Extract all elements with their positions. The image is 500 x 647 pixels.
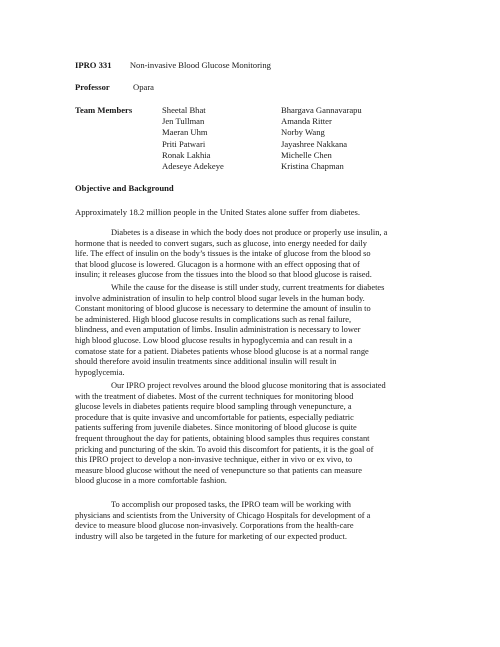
- team-member: Sheetal Bhat: [162, 105, 206, 115]
- paragraph-line: frequent throughout the day for patients, obtaining blood samples thus requires constant: [75, 433, 370, 443]
- paragraph-line: hypoglycemia.: [75, 367, 125, 377]
- team-member: Jayashree Nakkana: [281, 138, 348, 149]
- paragraph-line: procedure that is quite invasive and uncomfortable for patients, especially pediatric: [75, 412, 354, 422]
- paragraph-line: While the cause for the disease is still under study, current treatments for diabetes: [111, 283, 385, 292]
- paragraph-line: high blood glucose. Low blood glucose results in hypoglycemia and can result in a: [75, 335, 353, 345]
- paragraph-line: comatose state for a patient. Diabetes patients whose blood glucose is at a normal range: [75, 346, 369, 356]
- paragraph-line: Our IPRO project revolves around the blood glucose monitoring that is associated: [111, 381, 386, 390]
- team-member: Jen Tullman: [162, 116, 205, 127]
- paragraph-line: insulin; it releases glucose from the tissues into the blood so that blood glucose is raised.: [75, 270, 372, 280]
- paragraph-line: be administered. High blood glucose results in complications such as renal failure,: [75, 314, 352, 324]
- course-code: IPRO 331: [75, 60, 112, 70]
- paragraph-line: glucose levels in diabetes patients require blood sampling through venepuncture, a: [75, 402, 352, 412]
- team-column-1: [162, 105, 224, 172]
- paragraph-line: pricking and puncturing of the skin. To avoid this discomfort for patients, it is the goal of: [75, 444, 374, 454]
- paragraph-3: [75, 381, 411, 487]
- team-member: Michelle Chen: [281, 149, 332, 160]
- team-member: Adeseye Adekeye: [162, 161, 224, 172]
- paragraph-line: measure blood glucose without the need of venepuncture so that patients can measure: [75, 465, 362, 475]
- team-column-2: [281, 105, 362, 172]
- paragraph-line: this IPRO project to develop a non-invasive technique, either in vivo or ex vivo, to: [75, 455, 353, 465]
- professor-label: Professor: [75, 82, 110, 92]
- paragraph-line: physicians and scientists from the University of Chicago Hospitals for development of a: [75, 510, 371, 520]
- paragraph-line: industry will also be targeted in the future for marketing of our expected product.: [75, 531, 347, 541]
- professor-name: Opara: [133, 82, 154, 92]
- paragraph-line: life. The effect of insulin on the body’s tissues is the intake of glucose from the blood so: [75, 249, 371, 259]
- paragraph-line: To accomplish our proposed tasks, the IPRO team will be working with: [111, 500, 351, 509]
- paragraph-line: blood glucose in a more comfortable fashion.: [75, 476, 227, 486]
- team-member: Maeran Uhm: [162, 127, 208, 138]
- course-line: [75, 60, 271, 71]
- paragraph-line: hormone that is needed to convert sugars, such as glucose, into energy needed for daily: [75, 238, 367, 248]
- project-title: Non-invasive Blood Glucose Monitoring: [129, 60, 271, 70]
- paragraph-1: [75, 228, 411, 281]
- paragraph-line: Constant monitoring of blood glucose is necessary to determine the amount of insulin to: [75, 304, 371, 314]
- team-member: Norby Wang: [281, 127, 325, 138]
- paragraph-line: with the treatment of diabetes. Most of the current techniques for monitoring blood: [75, 391, 354, 401]
- paragraph-line: device to measure blood glucose non-invasively. Corporations from the health-care: [75, 521, 354, 531]
- team-member: Priti Patwari: [162, 138, 206, 149]
- team-member: Amanda Ritter: [281, 116, 332, 127]
- team-member: Bhargava Gannavarapu: [281, 105, 362, 115]
- team-member: Kristina Chapman: [281, 161, 344, 172]
- paragraph-line: that blood glucose is lowered. Glucagon is a hormone with an effect opposing that of: [75, 259, 360, 269]
- section-heading: Objective and Background: [75, 183, 174, 193]
- paragraph-line: should therefore avoid insulin treatments since additional insulin will result in: [75, 357, 337, 367]
- paragraph-2: [75, 283, 411, 378]
- paragraph-line: patients suffering from juvenile diabetes. Since monitoring of blood glucose is quite: [75, 423, 357, 433]
- paragraph-4: [75, 500, 411, 542]
- team-member: Ronak Lakhia: [162, 149, 211, 160]
- intro-sentence: Approximately 18.2 million people in the United States alone suffer from diabetes.: [75, 207, 361, 217]
- paragraph-line: involve administration of insulin to help control blood sugar levels in the human body.: [75, 293, 365, 303]
- paragraph-line: blindness, and even amputation of limbs. Insulin administration is necessary to lower: [75, 325, 361, 335]
- paragraph-line: Diabetes is a disease in which the body does not produce or properly use insulin, a: [111, 228, 388, 237]
- team-members-label: Team Members: [75, 105, 133, 115]
